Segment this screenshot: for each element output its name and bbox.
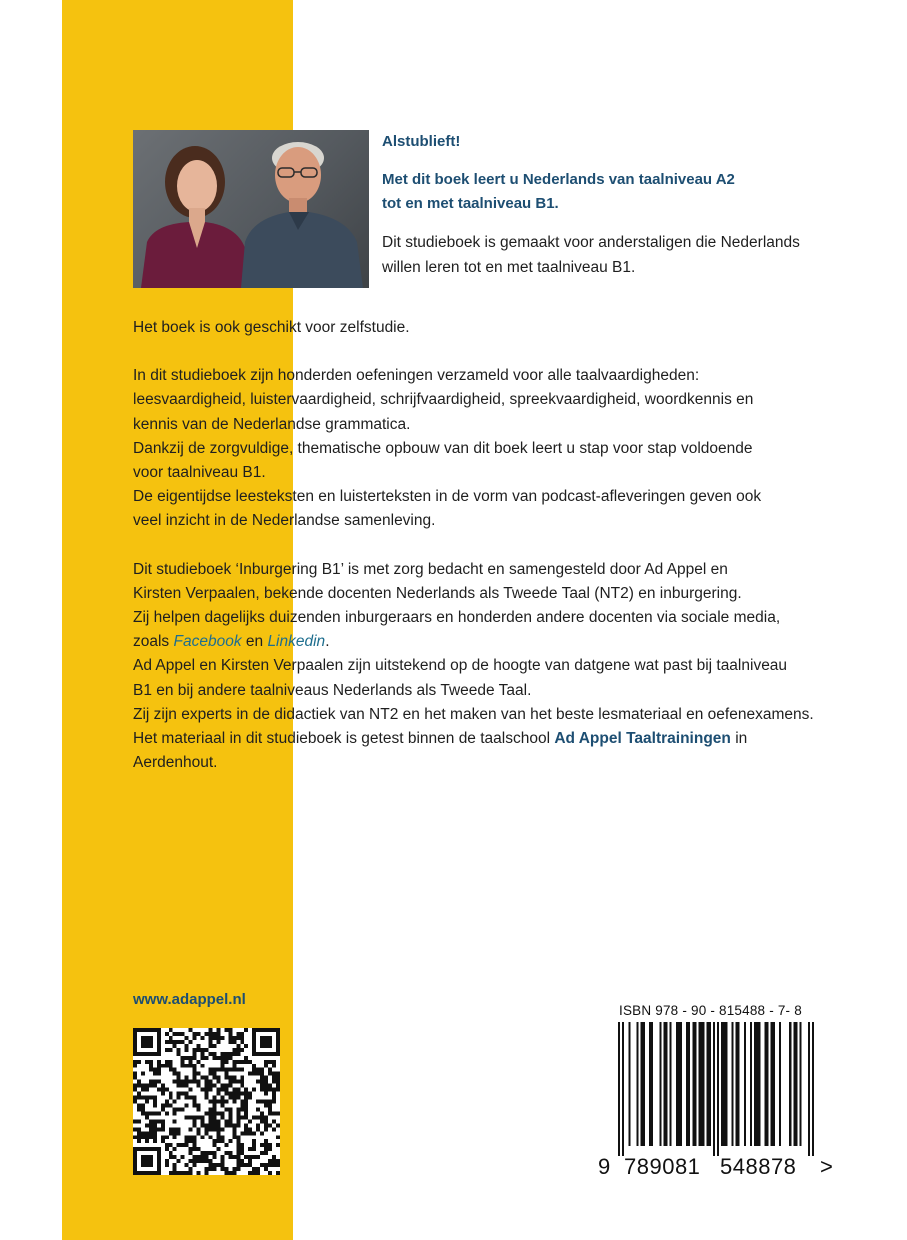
barcode-digits bbox=[598, 1154, 838, 1180]
isbn-number: ISBN 978 - 90 - 815488 - 7- 8 bbox=[619, 1003, 802, 1018]
paragraph-self-study: Het boek is ook geschikt voor zelfstudie. bbox=[133, 319, 410, 336]
social-and: en bbox=[241, 633, 268, 651]
text-line: leesvaardigheid, luistervaardigheid, schrijfvaardigheid, spreekvaardigheid, woordkennis en bbox=[133, 391, 754, 409]
social-prefix: zoals bbox=[133, 633, 174, 651]
greeting: Alstublieft! bbox=[382, 133, 461, 150]
text-line: kennis van de Nederlandse grammatica. bbox=[133, 415, 411, 433]
school-prefix: Het materiaal in dit studieboek is getest binnen de taalschool bbox=[133, 730, 555, 748]
text-line: Zij zijn experts in de didactiek van NT2 en het maken van het beste lesmateriaal en oefenexamens. bbox=[133, 705, 814, 723]
text-line: B1 en bij andere taalniveaus Nederlands als Tweede Taal. bbox=[133, 681, 532, 699]
barcode-arrow: > bbox=[820, 1154, 833, 1179]
intro-text-line-2: willen leren tot en met taalniveau B1. bbox=[382, 259, 636, 276]
headline-line-1: Met dit boek leert u Nederlands van taalniveau A2 bbox=[382, 171, 735, 188]
headline-line-2: tot en met taalniveau B1. bbox=[382, 195, 559, 212]
school-city: Aerdenhout. bbox=[133, 754, 218, 772]
linkedin-link[interactable]: Linkedin bbox=[267, 633, 326, 651]
barcode-left-digits: 789081 bbox=[624, 1154, 701, 1179]
qr-code-icon bbox=[133, 1028, 280, 1175]
text-line: Dankzij de zorgvuldige, thematische opbouw van dit boek leert u stap voor stap voldoende bbox=[133, 439, 753, 457]
text-line: Zij helpen dagelijks duizenden inburgeraars en honderden andere docenten via sociale media, bbox=[133, 609, 781, 627]
school-line bbox=[133, 727, 853, 751]
school-name-link[interactable]: Ad Appel Taaltrainingen bbox=[554, 730, 731, 748]
text-line: De eigentijdse leesteksten en luisterteksten in de vorm van podcast-afleveringen geven ook bbox=[133, 488, 762, 506]
school-suffix: in bbox=[730, 730, 748, 748]
intro-text-line-1: Dit studieboek is gemaakt voor anderstaligen die Nederlands bbox=[382, 234, 800, 251]
text-line: veel inzicht in de Nederlandse samenleving. bbox=[133, 512, 436, 530]
text-line: Dit studieboek ‘Inburgering B1’ is met zorg bedacht en samengesteld door Ad Appel en bbox=[133, 560, 728, 578]
author-photo bbox=[133, 130, 369, 288]
barcode-right-digits: 548878 bbox=[720, 1154, 797, 1179]
paragraph-exercises bbox=[133, 364, 853, 533]
social-media-line bbox=[133, 630, 853, 654]
body-text bbox=[133, 316, 853, 775]
website-link[interactable]: www.adappel.nl bbox=[133, 991, 246, 1008]
social-suffix: . bbox=[325, 633, 330, 651]
text-line: Ad Appel en Kirsten Verpaalen zijn uitstekend op de hoogte van datgene wat past bij taalniveau bbox=[133, 657, 788, 675]
text-line: In dit studieboek zijn honderden oefeningen verzameld voor alle taalvaardigheden: bbox=[133, 367, 700, 385]
barcode-icon bbox=[618, 1022, 814, 1156]
intro-block bbox=[382, 130, 842, 280]
facebook-link[interactable]: Facebook bbox=[173, 633, 242, 651]
barcode-first-digit: 9 bbox=[598, 1154, 611, 1179]
text-line: Kirsten Verpaalen, bekende docenten Nederlands als Tweede Taal (NT2) en inburgering. bbox=[133, 584, 742, 602]
text-line: voor taalniveau B1. bbox=[133, 464, 266, 482]
paragraph-authors bbox=[133, 558, 853, 776]
